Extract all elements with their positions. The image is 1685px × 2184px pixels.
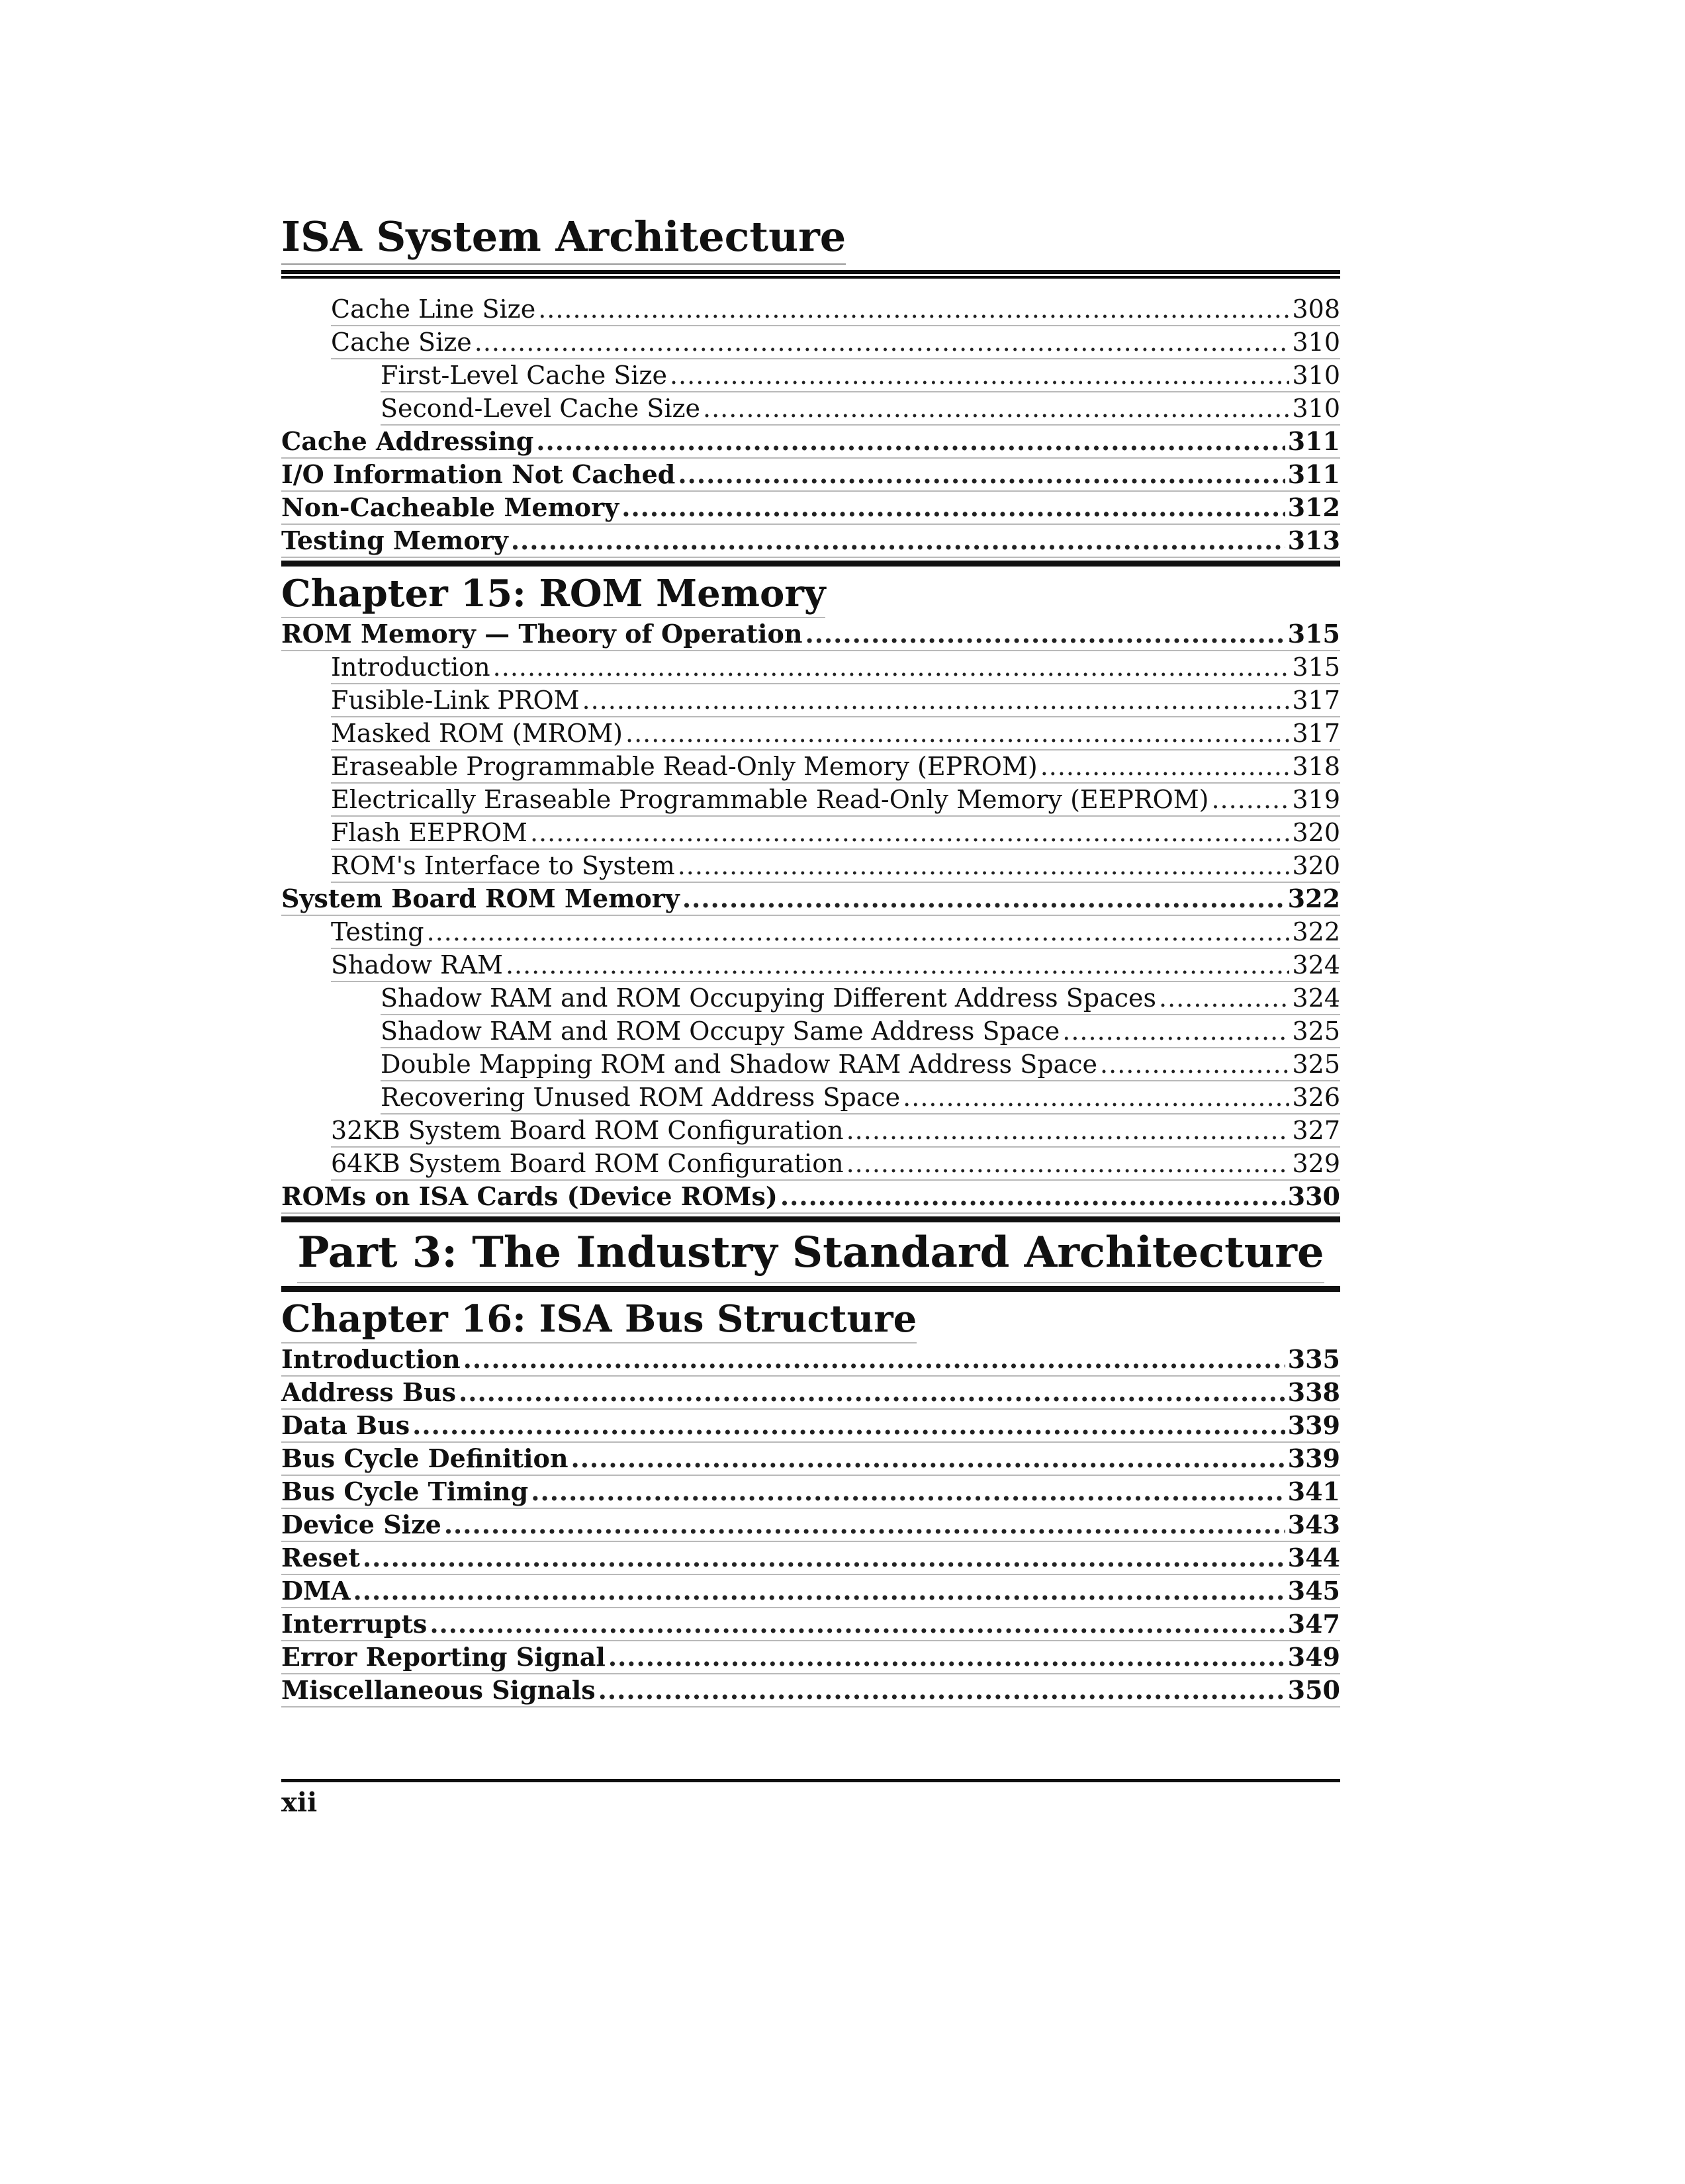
toc-entry[interactable]: [381, 1081, 1340, 1115]
toc-entry-title: Second-Level Cache Size: [381, 394, 700, 423]
toc-entry-page: 310: [1292, 328, 1340, 357]
toc-entry-page: 315: [1287, 619, 1340, 649]
toc-entry[interactable]: [381, 1048, 1340, 1081]
toc-entry-title: Data Bus: [281, 1410, 410, 1440]
toc-entry-page: 326: [1292, 1083, 1340, 1112]
dot-leader: [570, 1444, 1285, 1473]
toc-entry-title: Double Mapping ROM and Shadow RAM Address Space: [381, 1050, 1098, 1079]
toc-entry-page: 311: [1287, 426, 1340, 456]
toc-entry-title: Non-Cacheable Memory: [281, 492, 619, 522]
toc-entry[interactable]: [281, 1377, 1340, 1410]
toc-entry-page: 311: [1287, 459, 1340, 489]
toc-entry-title: Recovering Unused ROM Address Space: [381, 1083, 901, 1112]
toc-entry-page: 320: [1292, 818, 1340, 847]
dot-leader: [459, 1378, 1285, 1407]
toc-entry[interactable]: [281, 492, 1340, 525]
dot-leader: [1159, 983, 1289, 1013]
dot-leader: [530, 818, 1290, 847]
dot-leader: [608, 1643, 1285, 1672]
toc-entry[interactable]: [381, 359, 1340, 392]
toc-entry-title: Cache Line Size: [331, 295, 536, 324]
toc-entry[interactable]: [331, 850, 1340, 883]
dot-leader: [353, 1576, 1285, 1606]
toc-entry-title: System Board ROM Memory: [281, 884, 680, 913]
dot-leader: [703, 394, 1289, 423]
toc-entry[interactable]: [331, 751, 1340, 784]
toc-entry-title: I/O Information Not Cached: [281, 459, 676, 489]
continued-entries: [281, 293, 1340, 558]
dot-leader: [444, 1510, 1285, 1539]
toc-entry[interactable]: [281, 1542, 1340, 1575]
toc-entry[interactable]: [281, 883, 1340, 916]
toc-entry-title: Cache Addressing: [281, 426, 534, 456]
toc-entry[interactable]: [281, 1641, 1340, 1674]
toc-entry[interactable]: [281, 426, 1340, 459]
toc-entry-page: 319: [1292, 785, 1340, 814]
dot-leader: [1100, 1050, 1289, 1079]
toc-entry[interactable]: [281, 1509, 1340, 1542]
dot-leader: [463, 1345, 1285, 1374]
toc-entry-title: ROMs on ISA Cards (Device ROMs): [281, 1181, 778, 1211]
toc-entry[interactable]: [281, 1476, 1340, 1509]
chapter-15-entries: [281, 618, 1340, 1214]
toc-entry-page: 308: [1292, 295, 1340, 324]
toc-entry-title: Testing Memory: [281, 525, 508, 555]
toc-entry-page: 324: [1292, 983, 1340, 1013]
dot-leader: [430, 1610, 1285, 1639]
dot-leader: [1040, 752, 1290, 781]
toc-entry-page: 310: [1292, 394, 1340, 423]
toc-entry-page: 344: [1287, 1543, 1340, 1572]
toc-entry-title: DMA: [281, 1576, 351, 1606]
toc-entry-title: Testing: [331, 917, 424, 946]
toc-entry-title: Introduction: [331, 653, 490, 682]
dot-leader: [536, 427, 1285, 456]
dot-leader: [846, 1149, 1290, 1178]
toc-entry[interactable]: [281, 1343, 1340, 1377]
toc-entry-page: 324: [1292, 950, 1340, 979]
toc-entry-title: Interrupts: [281, 1609, 428, 1639]
chapter-15-rule: [281, 561, 1340, 567]
toc-entry-title: 32KB System Board ROM Configuration: [331, 1116, 844, 1145]
toc-entry-title: Device Size: [281, 1510, 441, 1539]
part-3-title-text: Part 3: The Industry Standard Architecture: [297, 1224, 1324, 1283]
toc-entry-title: Electrically Eraseable Programmable Read-Only Memory (EEPROM): [331, 785, 1209, 814]
toc-entry[interactable]: [331, 949, 1340, 982]
toc-entry[interactable]: [281, 1575, 1340, 1608]
toc-entry[interactable]: [331, 326, 1340, 359]
toc-entry-title: Shadow RAM and ROM Occupy Same Address Space: [381, 1017, 1060, 1046]
toc-entry-page: 313: [1287, 525, 1340, 555]
toc-entry-title: Flash EEPROM: [331, 818, 527, 847]
dot-leader: [511, 526, 1285, 555]
toc-entry-page: 341: [1287, 1477, 1340, 1506]
chapter-16-title: Chapter 16: ISA Bus Structure: [281, 1296, 917, 1343]
dot-leader: [493, 653, 1290, 682]
toc-entry[interactable]: [331, 817, 1340, 850]
header-rule: [281, 270, 1340, 276]
part-3-rule: [281, 1216, 1340, 1222]
toc-entry-title: Address Bus: [281, 1377, 456, 1407]
toc-entry[interactable]: [381, 392, 1340, 426]
toc-entry-title: Error Reporting Signal: [281, 1642, 606, 1672]
dot-leader: [427, 917, 1290, 946]
dot-leader: [363, 1543, 1285, 1572]
dot-leader: [621, 493, 1285, 522]
toc-entry-page: 343: [1287, 1510, 1340, 1539]
toc-entry[interactable]: [281, 1410, 1340, 1443]
part-3-title: [281, 1224, 1340, 1283]
toc-entry-page: 317: [1292, 719, 1340, 748]
toc-entry[interactable]: [331, 684, 1340, 717]
toc-entry-page: 327: [1292, 1116, 1340, 1145]
dot-leader: [846, 1116, 1290, 1145]
toc-entry-page: 317: [1292, 686, 1340, 715]
dot-leader: [412, 1411, 1285, 1440]
toc-entry-page: 322: [1292, 917, 1340, 946]
toc-entry[interactable]: [331, 1115, 1340, 1148]
dot-leader: [805, 619, 1285, 649]
toc-entry-page: 339: [1287, 1443, 1340, 1473]
toc-entry-title: Shadow RAM: [331, 950, 503, 979]
toc-page: [281, 212, 1340, 1707]
dot-leader: [682, 884, 1285, 913]
toc-entry-page: 315: [1292, 653, 1340, 682]
toc-entry-page: 312: [1287, 492, 1340, 522]
chapter-16-entries: [281, 1343, 1340, 1707]
toc-entry-page: 325: [1292, 1050, 1340, 1079]
toc-entry-title: 64KB System Board ROM Configuration: [331, 1149, 844, 1178]
toc-entry-title: ROM Memory — Theory of Operation: [281, 619, 803, 649]
toc-entry-title: Shadow RAM and ROM Occupying Different Address Spaces: [381, 983, 1157, 1013]
chapter-15-title: Chapter 15: ROM Memory: [281, 570, 825, 618]
toc-entry-page: 335: [1287, 1344, 1340, 1374]
toc-entry-title: Fusible-Link PROM: [331, 686, 580, 715]
dot-leader: [582, 686, 1290, 715]
toc-entry-title: ROM's Interface to System: [331, 851, 675, 880]
toc-entry[interactable]: [281, 1674, 1340, 1707]
toc-entry[interactable]: [281, 459, 1340, 492]
toc-entry[interactable]: [381, 982, 1340, 1015]
toc-entry[interactable]: [331, 717, 1340, 751]
dot-leader: [538, 295, 1289, 324]
toc-entry-page: 318: [1292, 752, 1340, 781]
toc-entry[interactable]: [331, 293, 1340, 326]
dot-leader: [475, 328, 1290, 357]
toc-entry-page: 338: [1287, 1377, 1340, 1407]
dot-leader: [678, 460, 1285, 489]
chapter-16-rule: [281, 1286, 1340, 1292]
dot-leader: [531, 1477, 1285, 1506]
toc-entry[interactable]: [281, 1608, 1340, 1641]
toc-entry-page: 322: [1287, 884, 1340, 913]
toc-entry-title: Bus Cycle Definition: [281, 1443, 569, 1473]
toc-entry-title: Eraseable Programmable Read-Only Memory (EPROM): [331, 752, 1038, 781]
toc-entry-page: 339: [1287, 1410, 1340, 1440]
dot-leader: [670, 361, 1290, 390]
toc-entry[interactable]: [331, 651, 1340, 684]
toc-entry[interactable]: [331, 784, 1340, 817]
toc-entry-page: 320: [1292, 851, 1340, 880]
toc-entry-page: 345: [1287, 1576, 1340, 1606]
toc-entry-title: Bus Cycle Timing: [281, 1477, 529, 1506]
toc-entry[interactable]: [281, 1443, 1340, 1476]
toc-entry-title: Introduction: [281, 1344, 461, 1374]
toc-entry-title: First-Level Cache Size: [381, 361, 667, 390]
toc-entry-title: Masked ROM (MROM): [331, 719, 623, 748]
dot-leader: [780, 1182, 1285, 1211]
dot-leader: [1211, 785, 1289, 814]
toc-entry-title: Reset: [281, 1543, 360, 1572]
dot-leader: [903, 1083, 1289, 1112]
toc-entry-page: 329: [1292, 1149, 1340, 1178]
dot-leader: [678, 851, 1290, 880]
toc-entry-page: 350: [1287, 1675, 1340, 1705]
toc-entry-title: Cache Size: [331, 328, 472, 357]
toc-entry[interactable]: [331, 916, 1340, 949]
dot-leader: [625, 719, 1289, 748]
toc-entry-page: 349: [1287, 1642, 1340, 1672]
toc-entry[interactable]: [381, 1015, 1340, 1048]
toc-entry[interactable]: [331, 1148, 1340, 1181]
footer-rule: [281, 1779, 1340, 1782]
toc-entry[interactable]: [281, 1181, 1340, 1214]
toc-entry-page: 310: [1292, 361, 1340, 390]
book-title: ISA System Architecture: [281, 212, 846, 265]
toc-entry-page: 325: [1292, 1017, 1340, 1046]
toc-entry[interactable]: [281, 525, 1340, 558]
toc-entry[interactable]: [281, 618, 1340, 651]
dot-leader: [598, 1676, 1285, 1705]
dot-leader: [506, 950, 1290, 979]
toc-entry-page: 347: [1287, 1609, 1340, 1639]
toc-entry-page: 330: [1287, 1181, 1340, 1211]
page-number: xii: [281, 1787, 318, 1818]
toc-entry-title: Miscellaneous Signals: [281, 1675, 596, 1705]
dot-leader: [1062, 1017, 1289, 1046]
